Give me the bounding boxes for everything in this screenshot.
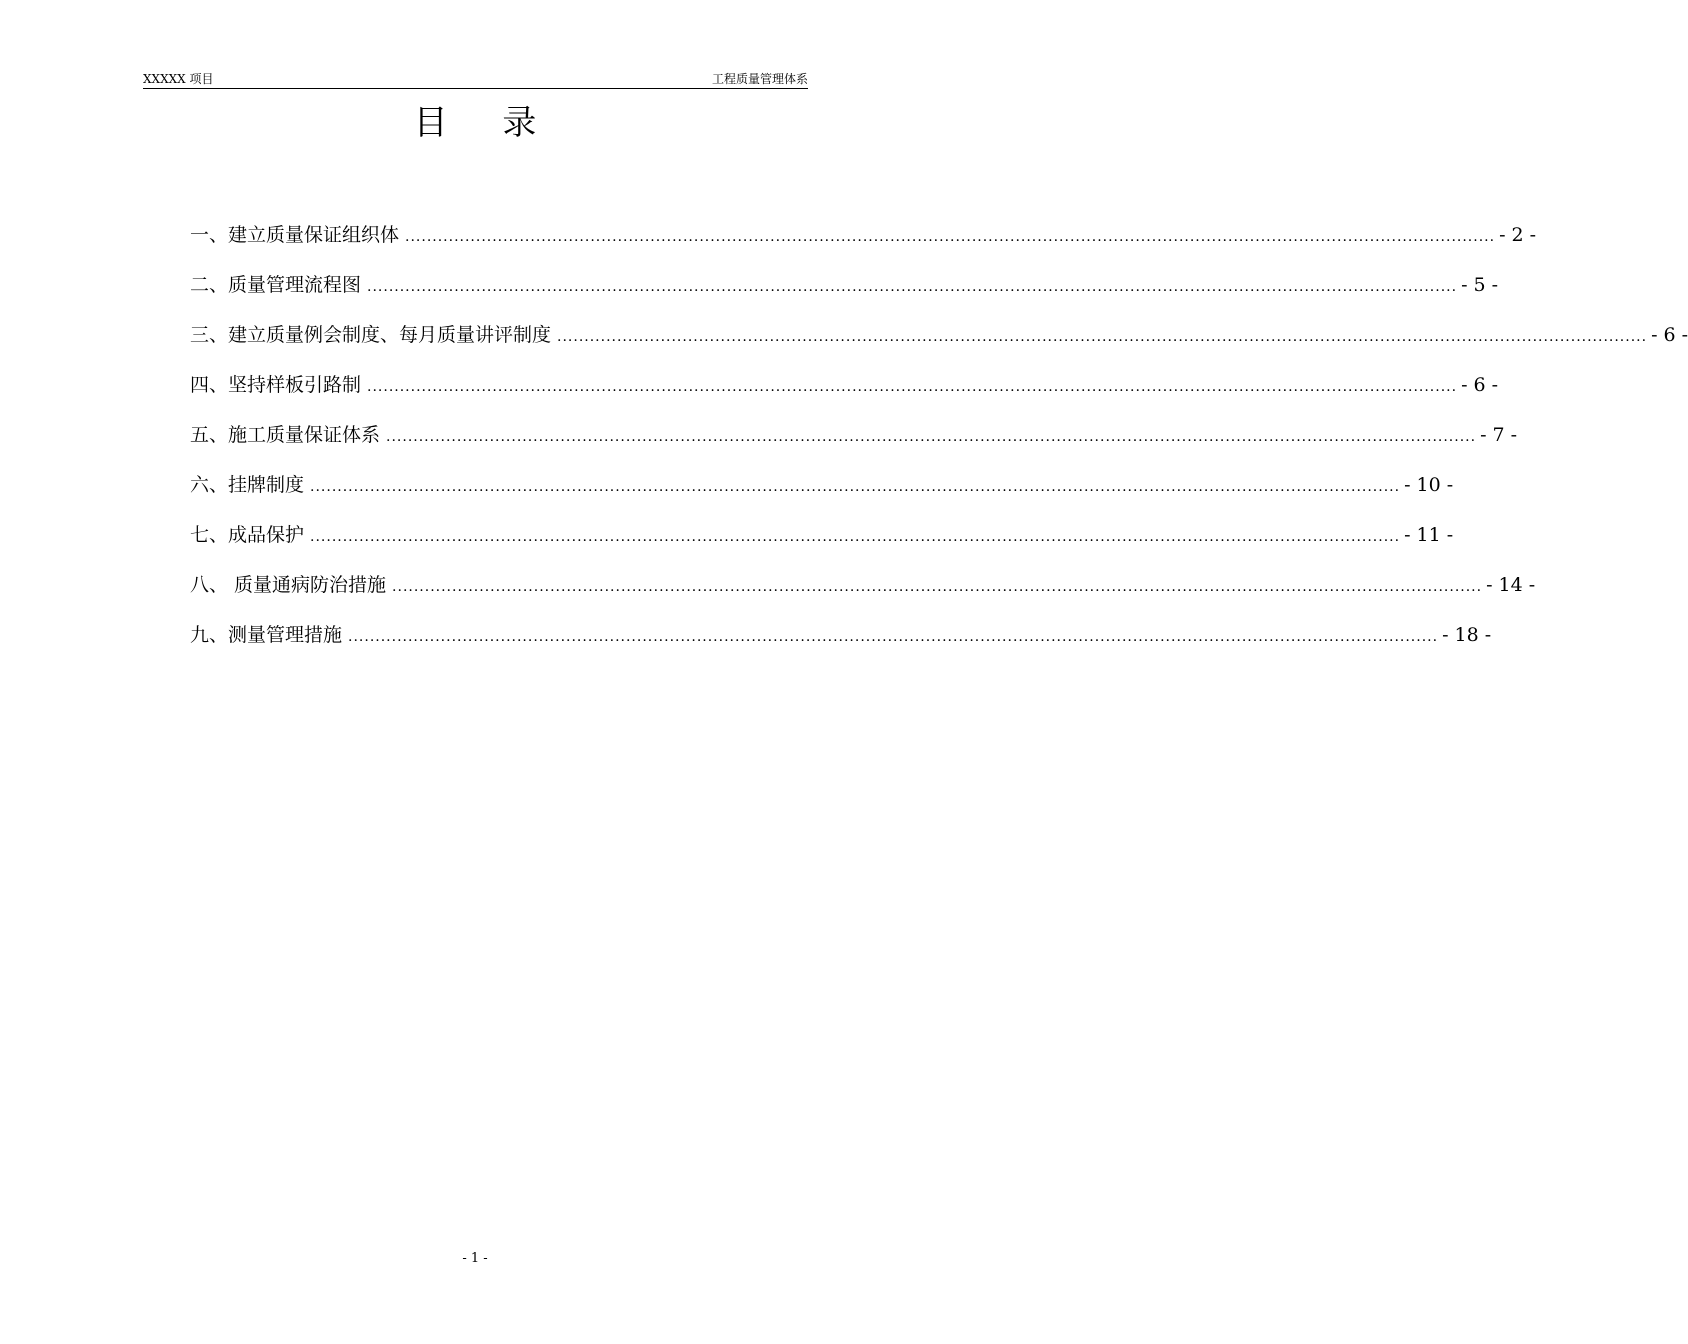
- toc-leader-dots: ........................................................................................................................................................................................................: [367, 379, 1458, 395]
- toc-entry-page: - 6 -: [1651, 324, 1688, 346]
- toc-entry[interactable]: [190, 220, 1537, 270]
- page-number: - 1 -: [462, 1251, 488, 1266]
- toc-leader-dots: ........................................................................................................................................................................................................: [386, 429, 1477, 445]
- toc-leader-dots: ........................................................................................................................................................................................................: [310, 529, 1401, 545]
- toc-entry-label: 八、 质量通病防治措施: [190, 574, 387, 596]
- toc-entry-label: 九、测量管理措施: [190, 624, 343, 646]
- toc-entry[interactable]: [190, 620, 1492, 670]
- toc-entry-label: 四、坚持样板引路制: [190, 374, 362, 396]
- toc-entry[interactable]: [190, 520, 1454, 570]
- toc-entry-page: - 7 -: [1480, 424, 1518, 446]
- toc-entry-label: 七、成品保护: [190, 524, 305, 546]
- toc-entry-label: 六、挂牌制度: [190, 474, 305, 496]
- toc-entry-label: 一、建立质量保证组织体: [190, 224, 400, 246]
- page-header: [143, 70, 808, 89]
- toc-entry[interactable]: [190, 470, 1454, 520]
- toc-entry-page: - 10 -: [1404, 474, 1454, 496]
- toc-leader-dots: ........................................................................................................................................................................................................: [557, 329, 1648, 345]
- toc-entry[interactable]: [190, 370, 1499, 420]
- toc-entry-page: - 18 -: [1442, 624, 1492, 646]
- toc-entry-page: - 14 -: [1486, 574, 1536, 596]
- toc-entry[interactable]: [190, 320, 1688, 370]
- toc-leader-dots: ........................................................................................................................................................................................................: [405, 229, 1496, 245]
- toc-entry-page: - 5 -: [1461, 274, 1499, 296]
- toc-entry-page: - 11 -: [1404, 524, 1454, 546]
- header-document-name: 工程质量管理体系: [711, 72, 808, 86]
- toc-entry[interactable]: [190, 270, 1499, 320]
- toc-leader-dots: ........................................................................................................................................................................................................: [367, 279, 1458, 295]
- toc-leader-dots: ........................................................................................................................................................................................................: [348, 629, 1439, 645]
- toc-entry[interactable]: [190, 570, 1536, 620]
- toc-leader-dots: ........................................................................................................................................................................................................: [392, 579, 1483, 595]
- toc-entry-page: - 2 -: [1499, 224, 1537, 246]
- toc-list: [190, 220, 1688, 670]
- toc-leader-dots: ........................................................................................................................................................................................................: [310, 479, 1401, 495]
- toc-entry[interactable]: [190, 420, 1518, 470]
- header-project-name: XXXXX 项目: [143, 72, 214, 86]
- toc-entry-label: 三、建立质量例会制度、每月质量讲评制度: [190, 324, 552, 346]
- toc-entry-label: 二、质量管理流程图: [190, 274, 362, 296]
- toc-entry-page: - 6 -: [1461, 374, 1499, 396]
- toc-entry-label: 五、施工质量保证体系: [190, 424, 381, 446]
- toc-title: 目 录: [413, 103, 559, 143]
